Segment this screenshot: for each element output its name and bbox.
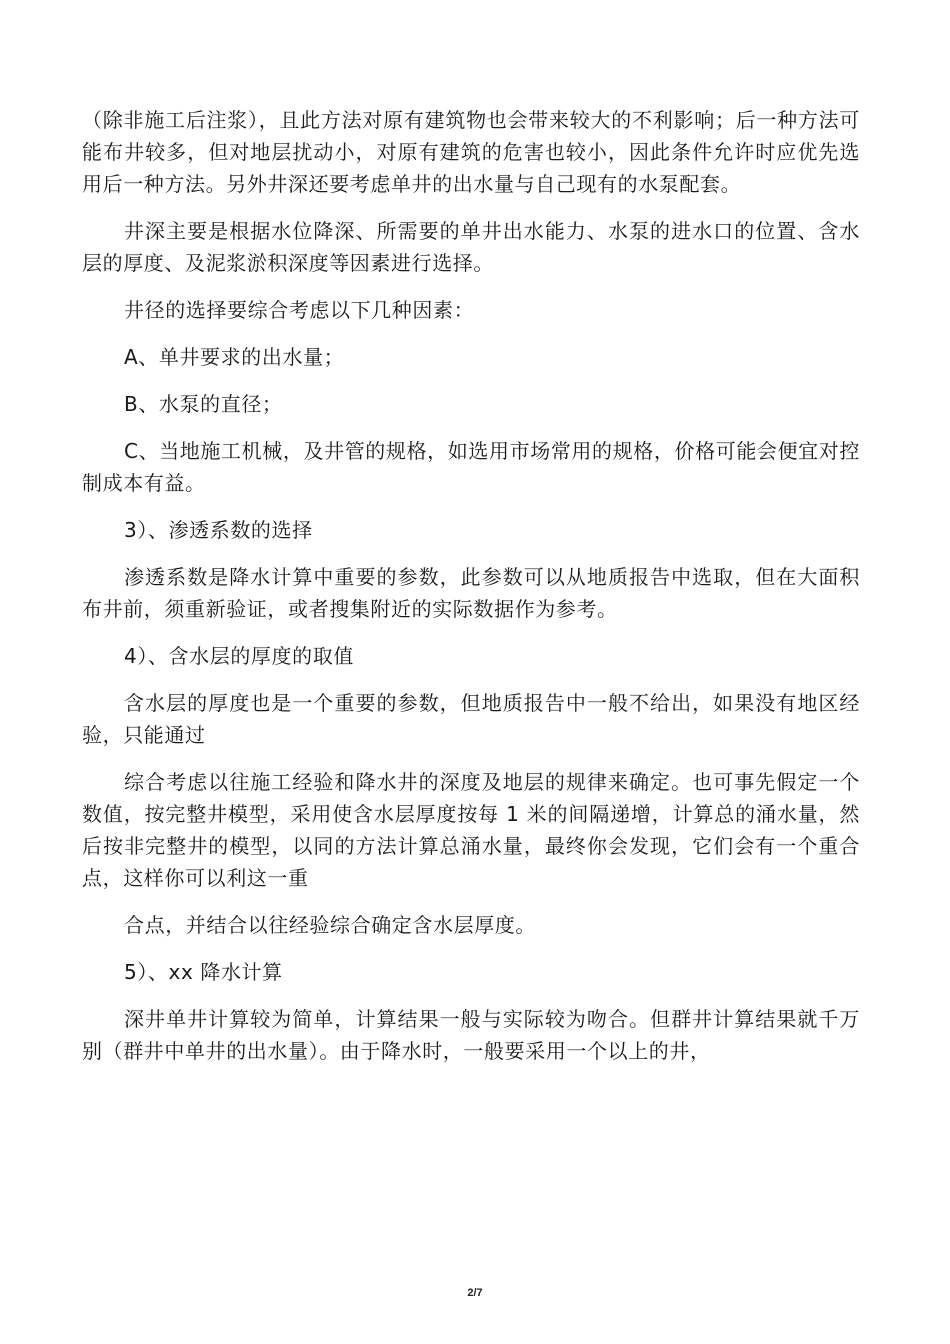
paragraph-1: （除非施工后注浆），且此方法对原有建筑物也会带来较大的不利影响；后一种方法可能布井较多，但对地层扰动小，对原有建筑的危害也较小，因此条件允许时应优先选用后一种方法。另外井深还要考虑单井的出水量与自己现有的水泵配套。 bbox=[82, 108, 860, 196]
list-item-a: A、单井要求的出水量； bbox=[124, 345, 345, 369]
page-number: 2/7 bbox=[467, 1287, 483, 1299]
paragraph-permeability: 渗透系数是降水计算中重要的参数，此参数可以从地质报告中选取，但在大面积布井前，须重新验证，或者搜集附近的实际数据作为参考。 bbox=[82, 565, 860, 621]
paragraph-aquifer-2: 综合考虑以往施工经验和降水井的深度及地层的规律来确定。也可事先假定一个数值，按完整井模型，采用使含水层厚度按每 1 米的间隔递增，计算总的涌水量，然后按非完整井的模型，以同的方法计算总涌水量，最终你会发现，它们会有一个重合点，这样你可以利这一重 bbox=[82, 770, 860, 890]
section-heading-3: 3）、渗透系数的选择 bbox=[124, 518, 313, 542]
list-item-b: B、水泵的直径； bbox=[124, 392, 283, 416]
paragraph-calculation: 深井单井计算较为简单，计算结果一般与实际较为吻合。但群井计算结果就千万别（群井中单井的出水量）。由于降水时，一般要采用一个以上的井， bbox=[82, 1007, 860, 1063]
paragraph-aquifer-3: 合点，并结合以往经验综合确定含水层厚度。 bbox=[124, 913, 536, 937]
section-heading-4: 4）、含水层的厚度的取值 bbox=[124, 644, 354, 668]
list-item-c: C、当地施工机械，及井管的规格，如选用市场常用的规格，价格可能会便宜对控制成本有益。 bbox=[82, 439, 860, 495]
paragraph-3: 井径的选择要综合考虑以下几种因素： bbox=[124, 298, 475, 322]
paragraph-aquifer-1: 含水层的厚度也是一个重要的参数，但地质报告中一般不给出，如果没有地区经验，只能通过 bbox=[82, 691, 860, 747]
section-heading-5: 5）、xx 降水计算 bbox=[124, 960, 283, 984]
document-body bbox=[82, 104, 860, 1082]
paragraph-2: 井深主要是根据水位降深、所需要的单井出水能力、水泵的进水口的位置、含水层的厚度、及泥浆淤积深度等因素进行选择。 bbox=[82, 219, 860, 275]
